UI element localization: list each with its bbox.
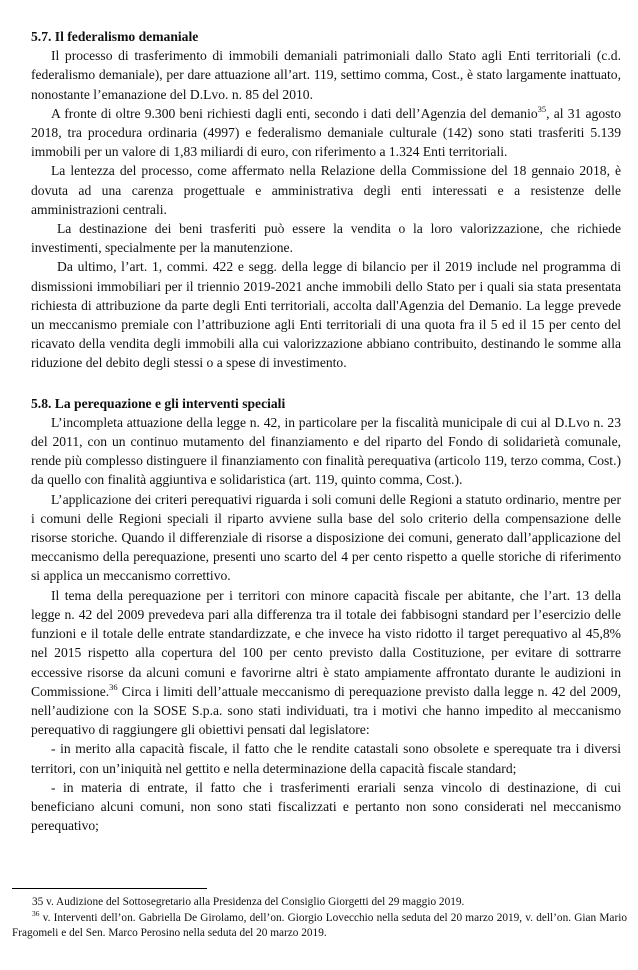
paragraph: L’incompleta attuazione della legge n. 42, in particolare per la fiscalità municipale di cui al D.Lvo n. 23 del 2011, con un continuo mutamento del finanziamento e del riparto del Fondo di solidarietà comunale, rende più complesso distinguere il finanziamento con finalità perequativa (articolo 119, terzo comma, Cost.) da quello con finalità aggiuntiva e solidaristica (art. 119, quinto comma, Cost.). [31, 414, 621, 488]
footnote-divider [12, 888, 207, 889]
paragraph [31, 104, 621, 162]
paragraph: Il processo di trasferimento di immobili demaniali patrimoniali dallo Stato agli Enti territoriali (c.d. federalismo demaniale), per dare attuazione all’art. 119, settimo comma, Cost., è stato largamente inattuato, nonostante l’emanazione del D.Lvo. n. 85 del 2010. [31, 48, 621, 102]
paragraph: L’applicazione dei criteri perequativi riguarda i soli comuni delle Regioni a statuto ordinario, mentre per i comuni delle Regioni speciali il riparto avviene sulla base del solo criterio della compensazione delle risorse storiche. Quando il differenziale di risorse a disposizione dei comuni, generato dall’applicazione del meccanismo della perequazione, presenti uno scarto del 4 per cento rispetto a quelle storiche di riferimento si applica un meccanismo correttivo. [31, 491, 621, 584]
paragraph-text: Il tema della perequazione per i territori con minore capacità fiscale per abitante, che l’art. 13 della legge n. 42 del 2009 prevedeva pari alla differenza tra il totale dei fabbisogni standard per l’esercizio delle funzioni e il totale delle entrate standardizzate, e che invece ha visto ridotto il target perequativo al 45,8% nel 2015 rispetto alla copertura del 100 per cento previsto dalla Costituzione, per evitare di sottrarre eccessive risorse da alcuni comuni e favorirne altri è stato ampiamente affrontato durante le audizioni in Commissione. [31, 587, 621, 699]
list-item: - in merito alla capacità fiscale, il fatto che le rendite catastali sono obsolete e sperequate tra i diversi territori, con un’iniquità nel gettito e nella determinazione della capacità fiscale standard; [31, 741, 621, 776]
document-body [31, 27, 621, 835]
section-heading-5-7: 5.7. Il federalismo demaniale [31, 29, 199, 44]
paragraph-text: A fronte di oltre 9.300 beni richiesti dagli enti, secondo i dati dell’Agenzia del demanio [51, 105, 538, 121]
section-spacer [31, 373, 621, 394]
footnote-text: v. Interventi dell’on. Gabriella De Girolamo, dell’on. Giorgio Lovecchio nella seduta del 20 marzo 2019, v. dell’on. Gian Mario Fragomeli e del Sen. Marco Perosino nella seduta del 20 marzo 2019. [12, 911, 627, 939]
footnotes [12, 888, 627, 942]
paragraph: La destinazione dei beni trasferiti può essere la vendita o la loro valorizzazione, che richiede investimenti, specialmente per la manutenzione. [31, 221, 621, 256]
paragraph-text: Circa i limiti dell’attuale meccanismo di perequazione previsto dalla legge n. 42 del 2009, nell’audizione con la SOSE S.p.a. sono stati individuati, tra i motivi che hanno impedito al meccanismo perequativo di raggiungere gli obiettivi pensati dal legislatore: [31, 683, 621, 738]
footnote-ref-36[interactable]: 36 [109, 681, 118, 692]
footnote-ref-35[interactable]: 35 [537, 103, 547, 114]
footnote-number: 36 [32, 908, 40, 918]
section-heading-5-8: 5.8. La perequazione e gli interventi speciali [31, 395, 286, 411]
paragraph-text: , al 31 agosto 2018, tra procedura ordinaria (4997) e federalismo demaniale culturale (142) sono stati trasferiti 5.139 immobili per un valore di 1,83 miliardi di euro, con riferimento a 1.324 Enti territoriali. [31, 105, 621, 160]
footnote-36 [12, 908, 627, 942]
paragraph: La lentezza del processo, come affermato nella Relazione della Commissione del 18 gennaio 2018, è dovuta ad una carenza progettuale e amministrativa degli enti interessati e a resistenze delle amministrazioni centrali. [31, 163, 621, 217]
paragraph [31, 586, 621, 740]
list-item: - in materia di entrate, il fatto che i trasferimenti erariali senza vincolo di destinazione, di cui beneficiano alcuni comuni, non sono stati fiscalizzati e pertanto non sono considerati nel meccanismo perequativo; [31, 779, 621, 834]
paragraph: Da ultimo, l’art. 1, commi. 422 e segg. della legge di bilancio per il 2019 include nel programma di dismissioni immobiliari per il triennio 2019-2021 anche immobili dello Stato per i quali sia stata presentata richiesta di attribuzione da parte degli Enti territoriali, accolta dall'Agenzia del Demanio. La legge prevede un meccanismo premiale con l’attribuzione agli Enti territoriali di una quota fra il 5 ed il 15 per cento del ricavato della vendita degli immobili alla cui valorizzazione abbiano contribuito, destinando le somme alla riduzione del debito degli stessi o a spese di investimento. [31, 259, 621, 371]
footnote-35: 35 v. Audizione del Sottosegretario alla Presidenza del Consiglio Giorgetti del 29 maggio 2019. [32, 896, 465, 908]
